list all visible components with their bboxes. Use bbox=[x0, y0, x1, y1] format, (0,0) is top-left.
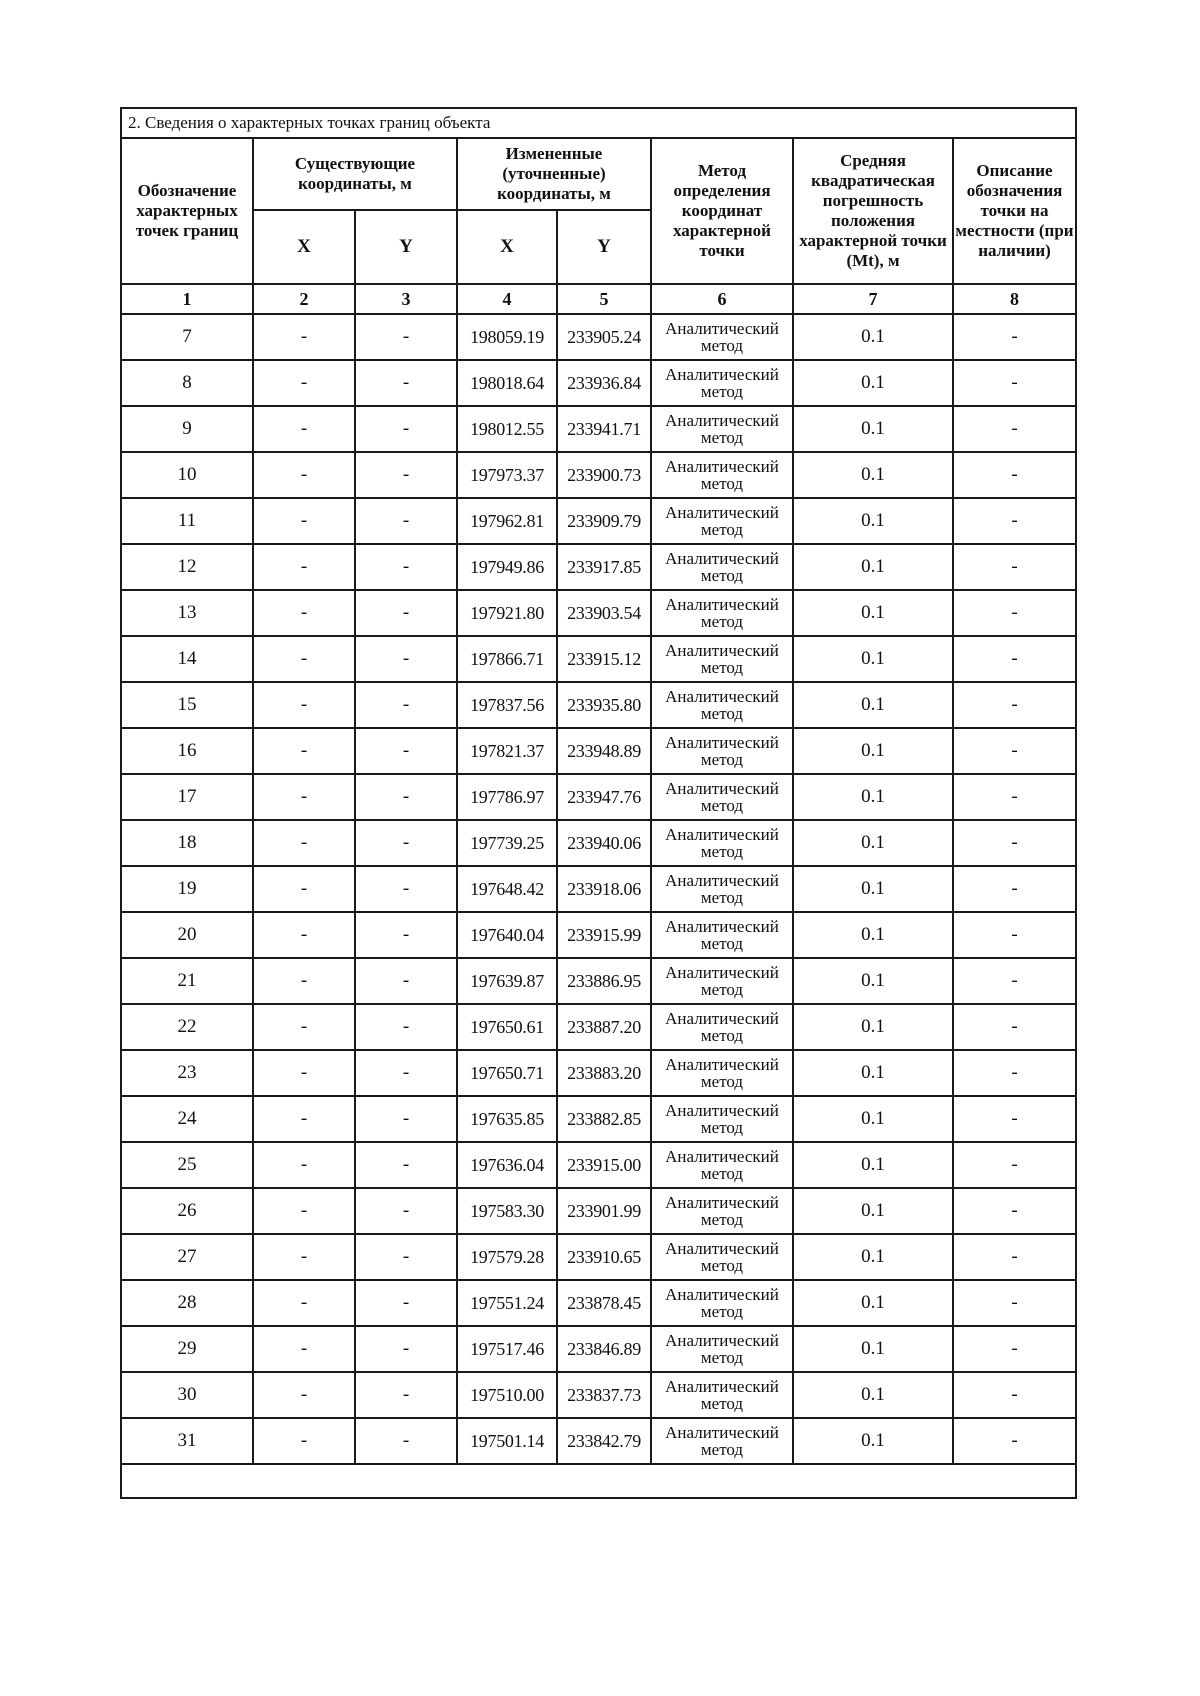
column-number: 7 bbox=[793, 284, 953, 314]
changed-x-cell: 197635.85 bbox=[457, 1096, 557, 1142]
error-cell: 0.1 bbox=[793, 774, 953, 820]
existing-x-cell: - bbox=[253, 544, 355, 590]
description-cell: - bbox=[953, 314, 1076, 360]
existing-y-cell: - bbox=[355, 682, 457, 728]
column-numbers-row bbox=[121, 284, 1076, 314]
changed-x-cell: 197962.81 bbox=[457, 498, 557, 544]
existing-x-cell: - bbox=[253, 1142, 355, 1188]
existing-x-cell: - bbox=[253, 1418, 355, 1464]
existing-y-cell: - bbox=[355, 1004, 457, 1050]
error-cell: 0.1 bbox=[793, 314, 953, 360]
method-cell: Аналитический метод bbox=[651, 728, 793, 774]
method-cell: Аналитический метод bbox=[651, 406, 793, 452]
point-cell: 15 bbox=[121, 682, 253, 728]
table-row bbox=[121, 728, 1076, 774]
point-cell: 22 bbox=[121, 1004, 253, 1050]
error-cell: 0.1 bbox=[793, 1234, 953, 1280]
description-cell: - bbox=[953, 1326, 1076, 1372]
table-row bbox=[121, 1418, 1076, 1464]
point-cell: 13 bbox=[121, 590, 253, 636]
changed-x-cell: 197579.28 bbox=[457, 1234, 557, 1280]
table-row bbox=[121, 1280, 1076, 1326]
existing-x-cell: - bbox=[253, 820, 355, 866]
point-cell: 24 bbox=[121, 1096, 253, 1142]
empty-footer-row bbox=[121, 1464, 1076, 1498]
error-cell: 0.1 bbox=[793, 1280, 953, 1326]
changed-x-cell: 197739.25 bbox=[457, 820, 557, 866]
changed-x-cell: 197786.97 bbox=[457, 774, 557, 820]
method-cell: Аналитический метод bbox=[651, 682, 793, 728]
point-cell: 14 bbox=[121, 636, 253, 682]
header-point: Обозначение характерных точек границ bbox=[121, 138, 253, 284]
method-cell: Аналитический метод bbox=[651, 1418, 793, 1464]
description-cell: - bbox=[953, 590, 1076, 636]
existing-y-cell: - bbox=[355, 1096, 457, 1142]
description-cell: - bbox=[953, 406, 1076, 452]
boundary-points-table bbox=[120, 107, 1077, 1499]
method-cell: Аналитический метод bbox=[651, 544, 793, 590]
changed-x-cell: 197973.37 bbox=[457, 452, 557, 498]
description-cell: - bbox=[953, 728, 1076, 774]
table-row bbox=[121, 498, 1076, 544]
existing-y-cell: - bbox=[355, 1234, 457, 1280]
changed-y-cell: 233935.80 bbox=[557, 682, 651, 728]
method-cell: Аналитический метод bbox=[651, 1234, 793, 1280]
table-body bbox=[121, 314, 1076, 1464]
existing-x-cell: - bbox=[253, 1234, 355, 1280]
changed-y-cell: 233905.24 bbox=[557, 314, 651, 360]
existing-x-cell: - bbox=[253, 958, 355, 1004]
description-cell: - bbox=[953, 912, 1076, 958]
existing-y-cell: - bbox=[355, 360, 457, 406]
changed-y-cell: 233940.06 bbox=[557, 820, 651, 866]
existing-x-cell: - bbox=[253, 728, 355, 774]
header-changed-coords: Измененные (уточненные) координаты, м bbox=[457, 138, 651, 210]
error-cell: 0.1 bbox=[793, 1418, 953, 1464]
table-row bbox=[121, 1326, 1076, 1372]
method-cell: Аналитический метод bbox=[651, 452, 793, 498]
method-cell: Аналитический метод bbox=[651, 1326, 793, 1372]
existing-y-cell: - bbox=[355, 498, 457, 544]
description-cell: - bbox=[953, 820, 1076, 866]
empty-cell bbox=[121, 1464, 1076, 1498]
existing-x-cell: - bbox=[253, 636, 355, 682]
table-row bbox=[121, 406, 1076, 452]
point-cell: 7 bbox=[121, 314, 253, 360]
existing-x-cell: - bbox=[253, 1004, 355, 1050]
existing-x-cell: - bbox=[253, 1050, 355, 1096]
existing-x-cell: - bbox=[253, 866, 355, 912]
column-number: 4 bbox=[457, 284, 557, 314]
method-cell: Аналитический метод bbox=[651, 1096, 793, 1142]
error-cell: 0.1 bbox=[793, 682, 953, 728]
existing-y-cell: - bbox=[355, 866, 457, 912]
point-cell: 27 bbox=[121, 1234, 253, 1280]
header-changed-y: Y bbox=[557, 210, 651, 284]
point-cell: 17 bbox=[121, 774, 253, 820]
existing-x-cell: - bbox=[253, 498, 355, 544]
changed-y-cell: 233941.71 bbox=[557, 406, 651, 452]
changed-x-cell: 197866.71 bbox=[457, 636, 557, 682]
point-cell: 25 bbox=[121, 1142, 253, 1188]
error-cell: 0.1 bbox=[793, 590, 953, 636]
error-cell: 0.1 bbox=[793, 1050, 953, 1096]
method-cell: Аналитический метод bbox=[651, 498, 793, 544]
description-cell: - bbox=[953, 1096, 1076, 1142]
existing-x-cell: - bbox=[253, 1188, 355, 1234]
table-row bbox=[121, 820, 1076, 866]
existing-y-cell: - bbox=[355, 1418, 457, 1464]
point-cell: 19 bbox=[121, 866, 253, 912]
existing-y-cell: - bbox=[355, 544, 457, 590]
description-cell: - bbox=[953, 1050, 1076, 1096]
existing-x-cell: - bbox=[253, 1326, 355, 1372]
existing-y-cell: - bbox=[355, 590, 457, 636]
existing-y-cell: - bbox=[355, 1188, 457, 1234]
changed-x-cell: 197640.04 bbox=[457, 912, 557, 958]
point-cell: 23 bbox=[121, 1050, 253, 1096]
description-cell: - bbox=[953, 866, 1076, 912]
point-cell: 26 bbox=[121, 1188, 253, 1234]
method-cell: Аналитический метод bbox=[651, 820, 793, 866]
description-cell: - bbox=[953, 1188, 1076, 1234]
changed-x-cell: 197517.46 bbox=[457, 1326, 557, 1372]
existing-x-cell: - bbox=[253, 452, 355, 498]
changed-y-cell: 233886.95 bbox=[557, 958, 651, 1004]
point-cell: 29 bbox=[121, 1326, 253, 1372]
description-cell: - bbox=[953, 1004, 1076, 1050]
error-cell: 0.1 bbox=[793, 1188, 953, 1234]
existing-y-cell: - bbox=[355, 1142, 457, 1188]
error-cell: 0.1 bbox=[793, 498, 953, 544]
existing-x-cell: - bbox=[253, 406, 355, 452]
error-cell: 0.1 bbox=[793, 912, 953, 958]
table-row bbox=[121, 590, 1076, 636]
changed-y-cell: 233917.85 bbox=[557, 544, 651, 590]
changed-x-cell: 197821.37 bbox=[457, 728, 557, 774]
header-description: Описание обозначения точки на местности (при наличии) bbox=[953, 138, 1076, 284]
changed-x-cell: 198059.19 bbox=[457, 314, 557, 360]
header-error: Средняя квадратическая погрешность положения характерной точки (Mt), м bbox=[793, 138, 953, 284]
error-cell: 0.1 bbox=[793, 958, 953, 1004]
method-cell: Аналитический метод bbox=[651, 314, 793, 360]
table-row bbox=[121, 1050, 1076, 1096]
changed-y-cell: 233837.73 bbox=[557, 1372, 651, 1418]
changed-y-cell: 233878.45 bbox=[557, 1280, 651, 1326]
changed-y-cell: 233842.79 bbox=[557, 1418, 651, 1464]
changed-x-cell: 197949.86 bbox=[457, 544, 557, 590]
existing-x-cell: - bbox=[253, 774, 355, 820]
column-number: 3 bbox=[355, 284, 457, 314]
column-number: 8 bbox=[953, 284, 1076, 314]
existing-y-cell: - bbox=[355, 728, 457, 774]
table-row bbox=[121, 1096, 1076, 1142]
changed-y-cell: 233910.65 bbox=[557, 1234, 651, 1280]
point-cell: 12 bbox=[121, 544, 253, 590]
changed-y-cell: 233900.73 bbox=[557, 452, 651, 498]
error-cell: 0.1 bbox=[793, 1326, 953, 1372]
changed-y-cell: 233901.99 bbox=[557, 1188, 651, 1234]
point-cell: 20 bbox=[121, 912, 253, 958]
existing-y-cell: - bbox=[355, 1050, 457, 1096]
existing-y-cell: - bbox=[355, 406, 457, 452]
existing-y-cell: - bbox=[355, 958, 457, 1004]
table-row bbox=[121, 912, 1076, 958]
method-cell: Аналитический метод bbox=[651, 1188, 793, 1234]
point-cell: 10 bbox=[121, 452, 253, 498]
point-cell: 8 bbox=[121, 360, 253, 406]
changed-x-cell: 197501.14 bbox=[457, 1418, 557, 1464]
description-cell: - bbox=[953, 1234, 1076, 1280]
existing-y-cell: - bbox=[355, 820, 457, 866]
method-cell: Аналитический метод bbox=[651, 590, 793, 636]
description-cell: - bbox=[953, 544, 1076, 590]
existing-y-cell: - bbox=[355, 774, 457, 820]
changed-x-cell: 198012.55 bbox=[457, 406, 557, 452]
existing-x-cell: - bbox=[253, 314, 355, 360]
method-cell: Аналитический метод bbox=[651, 360, 793, 406]
changed-x-cell: 197583.30 bbox=[457, 1188, 557, 1234]
column-number: 1 bbox=[121, 284, 253, 314]
header-existing-coords: Существующие координаты, м bbox=[253, 138, 457, 210]
error-cell: 0.1 bbox=[793, 1372, 953, 1418]
existing-x-cell: - bbox=[253, 1280, 355, 1326]
method-cell: Аналитический метод bbox=[651, 1372, 793, 1418]
existing-x-cell: - bbox=[253, 912, 355, 958]
document-page bbox=[120, 107, 1075, 1499]
changed-y-cell: 233947.76 bbox=[557, 774, 651, 820]
method-cell: Аналитический метод bbox=[651, 1050, 793, 1096]
changed-x-cell: 197639.87 bbox=[457, 958, 557, 1004]
changed-y-cell: 233883.20 bbox=[557, 1050, 651, 1096]
point-cell: 18 bbox=[121, 820, 253, 866]
method-cell: Аналитический метод bbox=[651, 774, 793, 820]
description-cell: - bbox=[953, 1142, 1076, 1188]
existing-y-cell: - bbox=[355, 1326, 457, 1372]
changed-y-cell: 233909.79 bbox=[557, 498, 651, 544]
table-row bbox=[121, 1142, 1076, 1188]
changed-y-cell: 233918.06 bbox=[557, 866, 651, 912]
description-cell: - bbox=[953, 1418, 1076, 1464]
point-cell: 30 bbox=[121, 1372, 253, 1418]
error-cell: 0.1 bbox=[793, 636, 953, 682]
description-cell: - bbox=[953, 774, 1076, 820]
changed-x-cell: 197837.56 bbox=[457, 682, 557, 728]
description-cell: - bbox=[953, 452, 1076, 498]
changed-y-cell: 233948.89 bbox=[557, 728, 651, 774]
existing-x-cell: - bbox=[253, 360, 355, 406]
existing-y-cell: - bbox=[355, 912, 457, 958]
header-existing-y: Y bbox=[355, 210, 457, 284]
description-cell: - bbox=[953, 682, 1076, 728]
changed-x-cell: 198018.64 bbox=[457, 360, 557, 406]
column-number: 6 bbox=[651, 284, 793, 314]
changed-x-cell: 197648.42 bbox=[457, 866, 557, 912]
header-method: Метод определения координат характерной точки bbox=[651, 138, 793, 284]
existing-y-cell: - bbox=[355, 1372, 457, 1418]
method-cell: Аналитический метод bbox=[651, 866, 793, 912]
header-existing-x: X bbox=[253, 210, 355, 284]
table-row bbox=[121, 1004, 1076, 1050]
error-cell: 0.1 bbox=[793, 544, 953, 590]
column-number: 5 bbox=[557, 284, 651, 314]
changed-x-cell: 197921.80 bbox=[457, 590, 557, 636]
changed-y-cell: 233903.54 bbox=[557, 590, 651, 636]
method-cell: Аналитический метод bbox=[651, 912, 793, 958]
table-row bbox=[121, 314, 1076, 360]
error-cell: 0.1 bbox=[793, 728, 953, 774]
header-changed-x: X bbox=[457, 210, 557, 284]
point-cell: 31 bbox=[121, 1418, 253, 1464]
changed-x-cell: 197551.24 bbox=[457, 1280, 557, 1326]
table-row bbox=[121, 682, 1076, 728]
existing-x-cell: - bbox=[253, 682, 355, 728]
existing-y-cell: - bbox=[355, 452, 457, 498]
existing-y-cell: - bbox=[355, 314, 457, 360]
description-cell: - bbox=[953, 1280, 1076, 1326]
error-cell: 0.1 bbox=[793, 1004, 953, 1050]
method-cell: Аналитический метод bbox=[651, 958, 793, 1004]
table-row bbox=[121, 1234, 1076, 1280]
table-row bbox=[121, 958, 1076, 1004]
point-cell: 16 bbox=[121, 728, 253, 774]
method-cell: Аналитический метод bbox=[651, 1004, 793, 1050]
existing-y-cell: - bbox=[355, 1280, 457, 1326]
changed-x-cell: 197510.00 bbox=[457, 1372, 557, 1418]
changed-y-cell: 233915.00 bbox=[557, 1142, 651, 1188]
description-cell: - bbox=[953, 498, 1076, 544]
error-cell: 0.1 bbox=[793, 866, 953, 912]
changed-x-cell: 197650.71 bbox=[457, 1050, 557, 1096]
changed-y-cell: 233882.85 bbox=[557, 1096, 651, 1142]
method-cell: Аналитический метод bbox=[651, 636, 793, 682]
description-cell: - bbox=[953, 636, 1076, 682]
changed-y-cell: 233846.89 bbox=[557, 1326, 651, 1372]
error-cell: 0.1 bbox=[793, 820, 953, 866]
changed-x-cell: 197636.04 bbox=[457, 1142, 557, 1188]
point-cell: 28 bbox=[121, 1280, 253, 1326]
description-cell: - bbox=[953, 958, 1076, 1004]
section-title: 2. Сведения о характерных точках границ объекта bbox=[121, 108, 1076, 138]
error-cell: 0.1 bbox=[793, 1096, 953, 1142]
table-row bbox=[121, 636, 1076, 682]
description-cell: - bbox=[953, 1372, 1076, 1418]
column-number: 2 bbox=[253, 284, 355, 314]
changed-y-cell: 233887.20 bbox=[557, 1004, 651, 1050]
changed-y-cell: 233936.84 bbox=[557, 360, 651, 406]
point-cell: 21 bbox=[121, 958, 253, 1004]
table-row bbox=[121, 1188, 1076, 1234]
existing-y-cell: - bbox=[355, 636, 457, 682]
error-cell: 0.1 bbox=[793, 360, 953, 406]
table-row bbox=[121, 866, 1076, 912]
error-cell: 0.1 bbox=[793, 1142, 953, 1188]
table-row bbox=[121, 1372, 1076, 1418]
changed-y-cell: 233915.12 bbox=[557, 636, 651, 682]
table-row bbox=[121, 452, 1076, 498]
changed-y-cell: 233915.99 bbox=[557, 912, 651, 958]
table-row bbox=[121, 360, 1076, 406]
existing-x-cell: - bbox=[253, 1096, 355, 1142]
error-cell: 0.1 bbox=[793, 406, 953, 452]
error-cell: 0.1 bbox=[793, 452, 953, 498]
method-cell: Аналитический метод bbox=[651, 1142, 793, 1188]
table-row bbox=[121, 544, 1076, 590]
method-cell: Аналитический метод bbox=[651, 1280, 793, 1326]
point-cell: 11 bbox=[121, 498, 253, 544]
existing-x-cell: - bbox=[253, 1372, 355, 1418]
description-cell: - bbox=[953, 360, 1076, 406]
point-cell: 9 bbox=[121, 406, 253, 452]
table-row bbox=[121, 774, 1076, 820]
changed-x-cell: 197650.61 bbox=[457, 1004, 557, 1050]
existing-x-cell: - bbox=[253, 590, 355, 636]
